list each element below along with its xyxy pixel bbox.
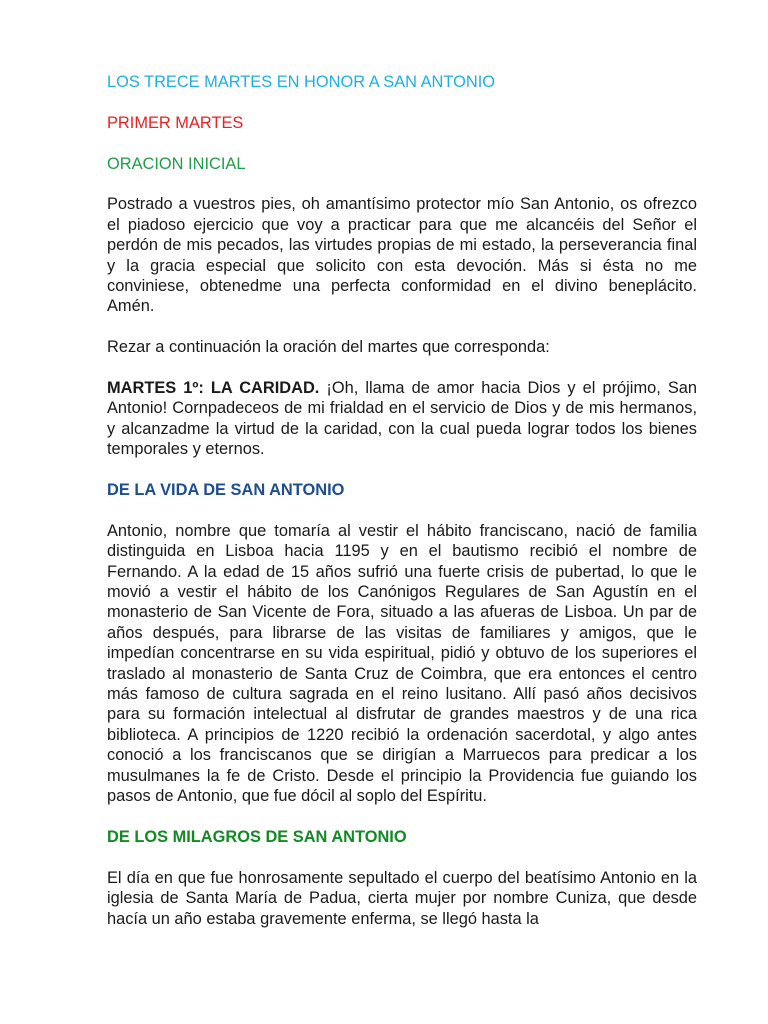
document-page xyxy=(107,72,697,949)
milagros-paragraph: El día en que fue honrosamente sepultado el cuerpo del beatísimo Antonio en la iglesia de Santa María de Padua, cierta mujer por nombre Cuniza, que desde hacía un año estaba gravemente enferma, se llegó hasta la xyxy=(107,868,697,928)
vida-paragraph: Antonio, nombre que tomaría al vestir el hábito franciscano, nació de familia distinguida en Lisboa hacia 1195 y en el bautismo recibió el nombre de Fernando. A la edad de 15 años sufrió una fuerte crisis de pubertad, lo que le movió a vestir el hábito de los Canónigos Regulares de San Agustín en el monasterio de San Vicente de Fora, situado a las afueras de Lisboa. Un par de años después, para librarse de las visitas de familiares y amigos, que le impedían concentrarse en su vida espiritual, pidió y obtuvo de los superiores el traslado al monasterio de Santa Cruz de Coimbra, que era entonces el centro más famoso de cultura sagrada en el reino lusitano. Allí pasó años decisivos para su formación intelectual al disfrutar de grandes maestros y de una rica biblioteca. A principios de 1220 recibió la ordenación sacerdotal, y algo antes conoció a los franciscanos que se dirigían a Marruecos para predicar a los musulmanes la fe de Cristo. Desde el principio la Providencia fue guiando los pasos de Antonio, que fue dócil al soplo del Espíritu. xyxy=(107,521,697,806)
vida-heading: DE LA VIDA DE SAN ANTONIO xyxy=(107,481,345,500)
martes-label: MARTES 1º: LA CARIDAD. xyxy=(107,379,320,398)
milagros-heading: DE LOS MILAGROS DE SAN ANTONIO xyxy=(107,827,407,846)
instruction-paragraph: Rezar a continuación la oración del martes que corresponda: xyxy=(107,338,550,357)
document-title: LOS TRECE MARTES EN HONOR A SAN ANTONIO xyxy=(107,73,496,91)
martes-text: ¡Oh, llama de amor hacia Dios y el prójimo, San Antonio! Cornpadeceos de mi frialdad en el servicio de Dios y de mis hermanos, y alcanzadme la virtud de la caridad, con la cual pueda lograr todos los bienes temporales y eternos. xyxy=(107,379,698,459)
section-heading: PRIMER MARTES xyxy=(107,113,244,132)
prayer-heading: ORACION INICIAL xyxy=(107,154,246,173)
martes-paragraph xyxy=(107,378,697,460)
prayer-paragraph: Postrado a vuestros pies, oh amantísimo protector mío San Antonio, os ofrezco el piadoso ejercicio que voy a practicar para que me alcancéis del Señor el perdón de mis pecados, las virtudes propias de mi estado, la perseverancia final y la gracia especial que solicito con esta devoción. Más si ésta no me conviniese, obtenedme una perfecta conformidad en el divino beneplácito. Amén. xyxy=(107,195,697,316)
